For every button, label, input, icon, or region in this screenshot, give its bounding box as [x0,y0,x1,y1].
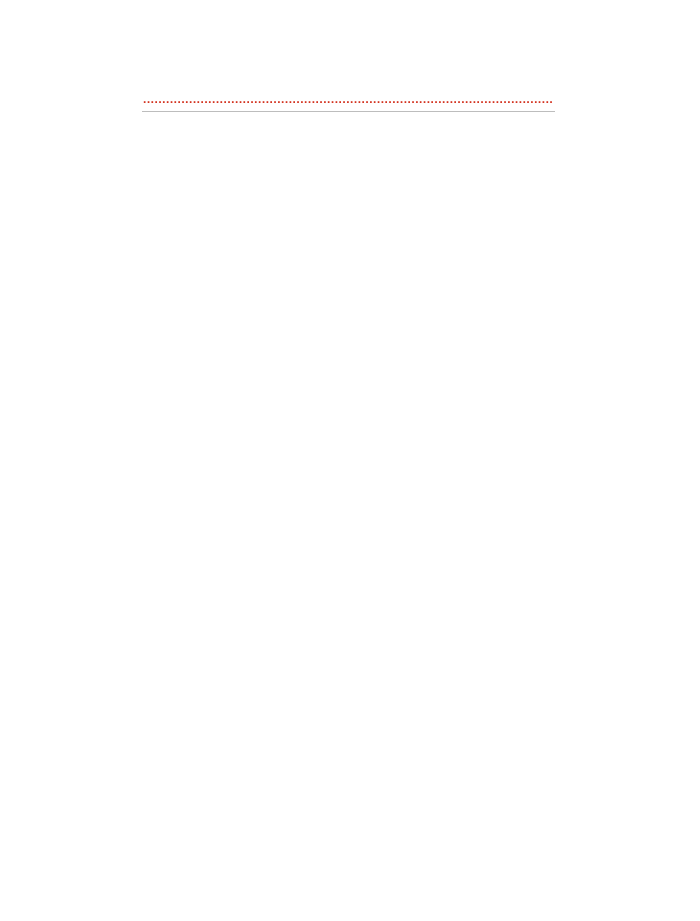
section-heading [142,90,555,112]
leader-dots [143,90,554,108]
table-of-contents [142,72,555,112]
